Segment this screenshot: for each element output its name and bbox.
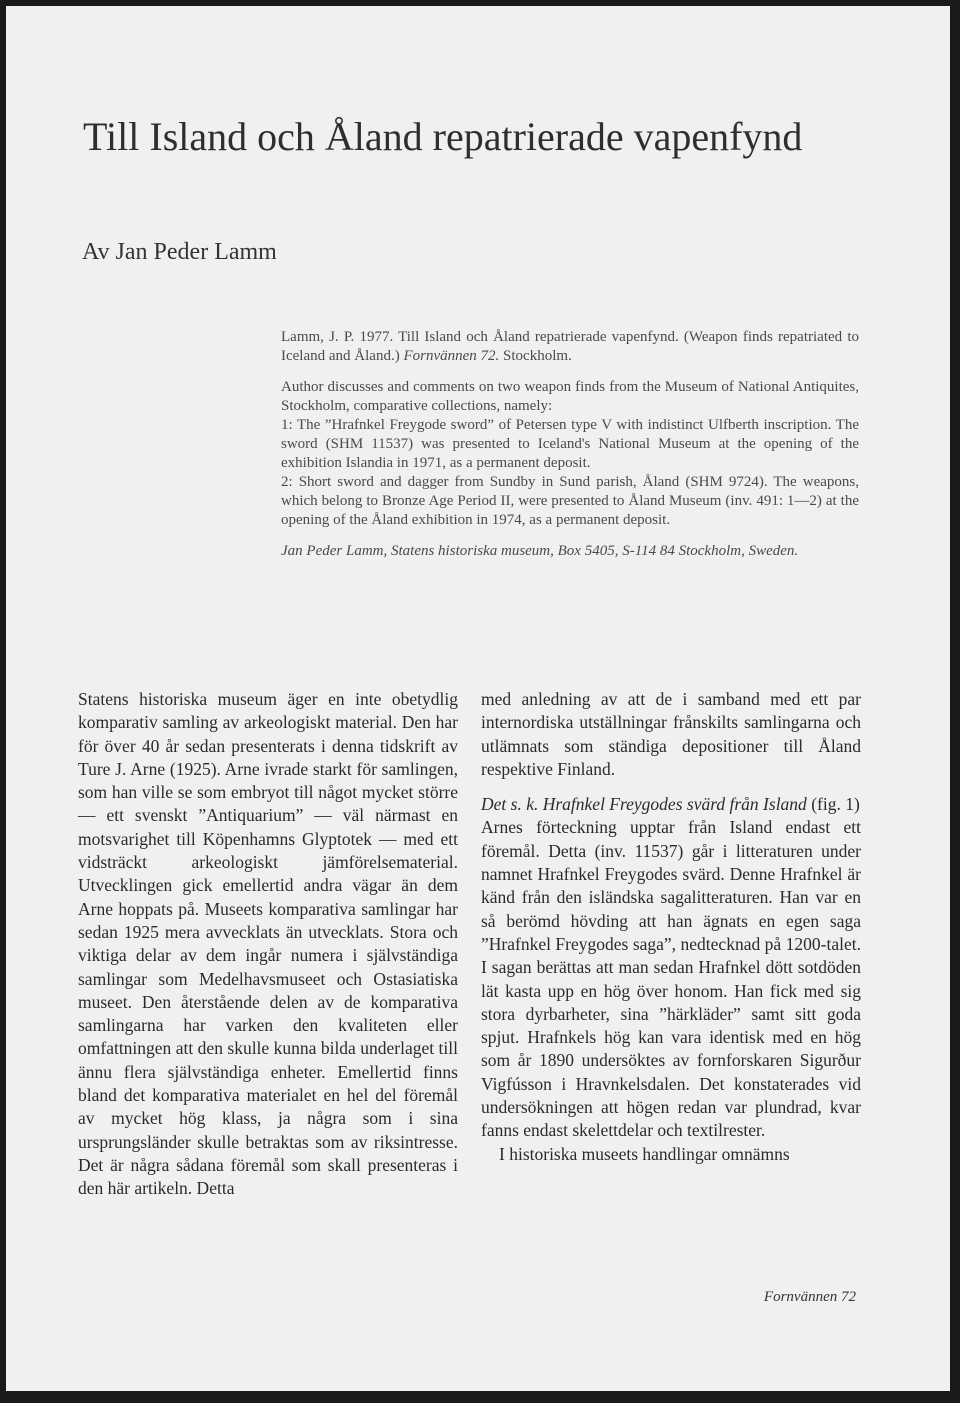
citation-prefix: Lamm, J. P. 1977. Till Island och Åland repatrierade vapenfynd. (Weapon finds repatriated to Iceland and Åland.) xyxy=(281,329,859,364)
author-byline: Av Jan Peder Lamm xyxy=(82,239,277,265)
body-paragraph: med anledning av att de i samband med ett par internordiska utställningar frånskilts samlingarna och utlämnats som ständiga depositioner till Åland respektive Finland. xyxy=(481,689,861,779)
citation-journal: Fornvännen 72. xyxy=(403,348,500,364)
body-paragraph: I historiska museets handlingar omnämns xyxy=(499,1143,790,1164)
citation xyxy=(281,328,859,366)
figure-reference: (fig. 1) xyxy=(806,794,860,815)
section-heading-title: Det s. k. Hrafnkel Freygodes svärd från Island xyxy=(481,794,807,815)
abstract-block xyxy=(281,328,859,561)
abstract-intro: Author discusses and comments on two weapon finds from the Museum of National Antiquites, Stockholm, comparative collections, namely: xyxy=(281,379,859,414)
body-paragraph: Arnes förteckning upptar från Island endast ett föremål. Detta (inv. 11537) går i litteraturen under namnet Hrafnkel Freygodes svärd. Denne Hrafnkel är känd från den isländska sagalitteraturen. Han var en så berömd hövding att han ägnats en egen saga ”Hrafnkel Freygodes saga”, nedtecknad på 1200-talet. I sagan berättas att man sedan Hrafnkel dött sotdöden lät kasta upp en hög över honom. Han fick med sig stora dyrbarheter, sina ”härkläder” samt sitt goda spjut. Hrafnkels hög kan vara identisk med en hög som år 1890 undersöktes av fornforskaren Sigurður Vigfússon i Hravnkelsdalen. Det konstaterades vid undersökningen att högen redan var plundrad, kvar fanns endast skelettdelar och textilrester. xyxy=(481,817,861,1141)
abstract-item-2: 2: Short sword and dagger from Sundby in Sund parish, Åland (SHM 9724). The weapons, which belong to Bronze Age Period II, were presented to Åland Museum (inv. 491: 1—2) at the opening of the Åland exhibition in 1974, as a permanent deposit. xyxy=(281,474,859,528)
document-page xyxy=(6,6,950,1391)
body-column-right xyxy=(481,688,861,1166)
journal-footer: Fornvännen 72 xyxy=(763,1289,856,1305)
body-column-left xyxy=(78,688,458,1201)
section-heading xyxy=(481,793,861,816)
abstract-item-1: 1: The ”Hrafnkel Freygode sword” of Petersen type V with indistinct Ulfberth inscription. The sword (SHM 11537) was presented to Iceland's National Museum at the opening of the exhibition Islandia in 1971, as a permanent deposit. xyxy=(281,417,859,471)
author-address: Jan Peder Lamm, Statens historiska museum, Box 5405, S-114 84 Stockholm, Sweden. xyxy=(281,543,799,559)
body-paragraph: Statens historiska museum äger en inte obetydlig komparativ samling av arkeologiskt material. Den har för över 40 år sedan presenterats i denna tidskrift av Ture J. Arne (1925). Arne ivrade starkt för samlingen, som han ville se som embryot till något mycket större — ett svenskt ”Antiquarium” — väl närmast en motsvarighet till Köpenhamns Glyptotek — med ett vidsträckt arkeologiskt jämförelsematerial. Utvecklingen gick emellertid andra vägar än dem Arne hoppats på. Museets komparativa samlingar har sedan 1925 mera avvecklats än utvecklats. Stora och viktiga delar av dem ingår numera i självständiga samlingar som Medelhavsmuseet och Ostasiatiska museet. Den återstående delen av de komparativa samlingarna har varken den kvaliteten eller omfattningen att den skulle kunna bilda underlaget till ännu flera självständiga enheter. Emellertid finns bland det komparativa materialet en hel del föremål av mycket hög klass, ja några som i sina ursprungsländer skulle betraktas som av riksintresse. Det är några sådana föremål som skall presenteras i den här artikeln. Detta xyxy=(78,689,458,1199)
citation-suffix: Stockholm. xyxy=(499,348,572,364)
article-title: Till Island och Åland repatrierade vapenfynd xyxy=(83,114,803,159)
